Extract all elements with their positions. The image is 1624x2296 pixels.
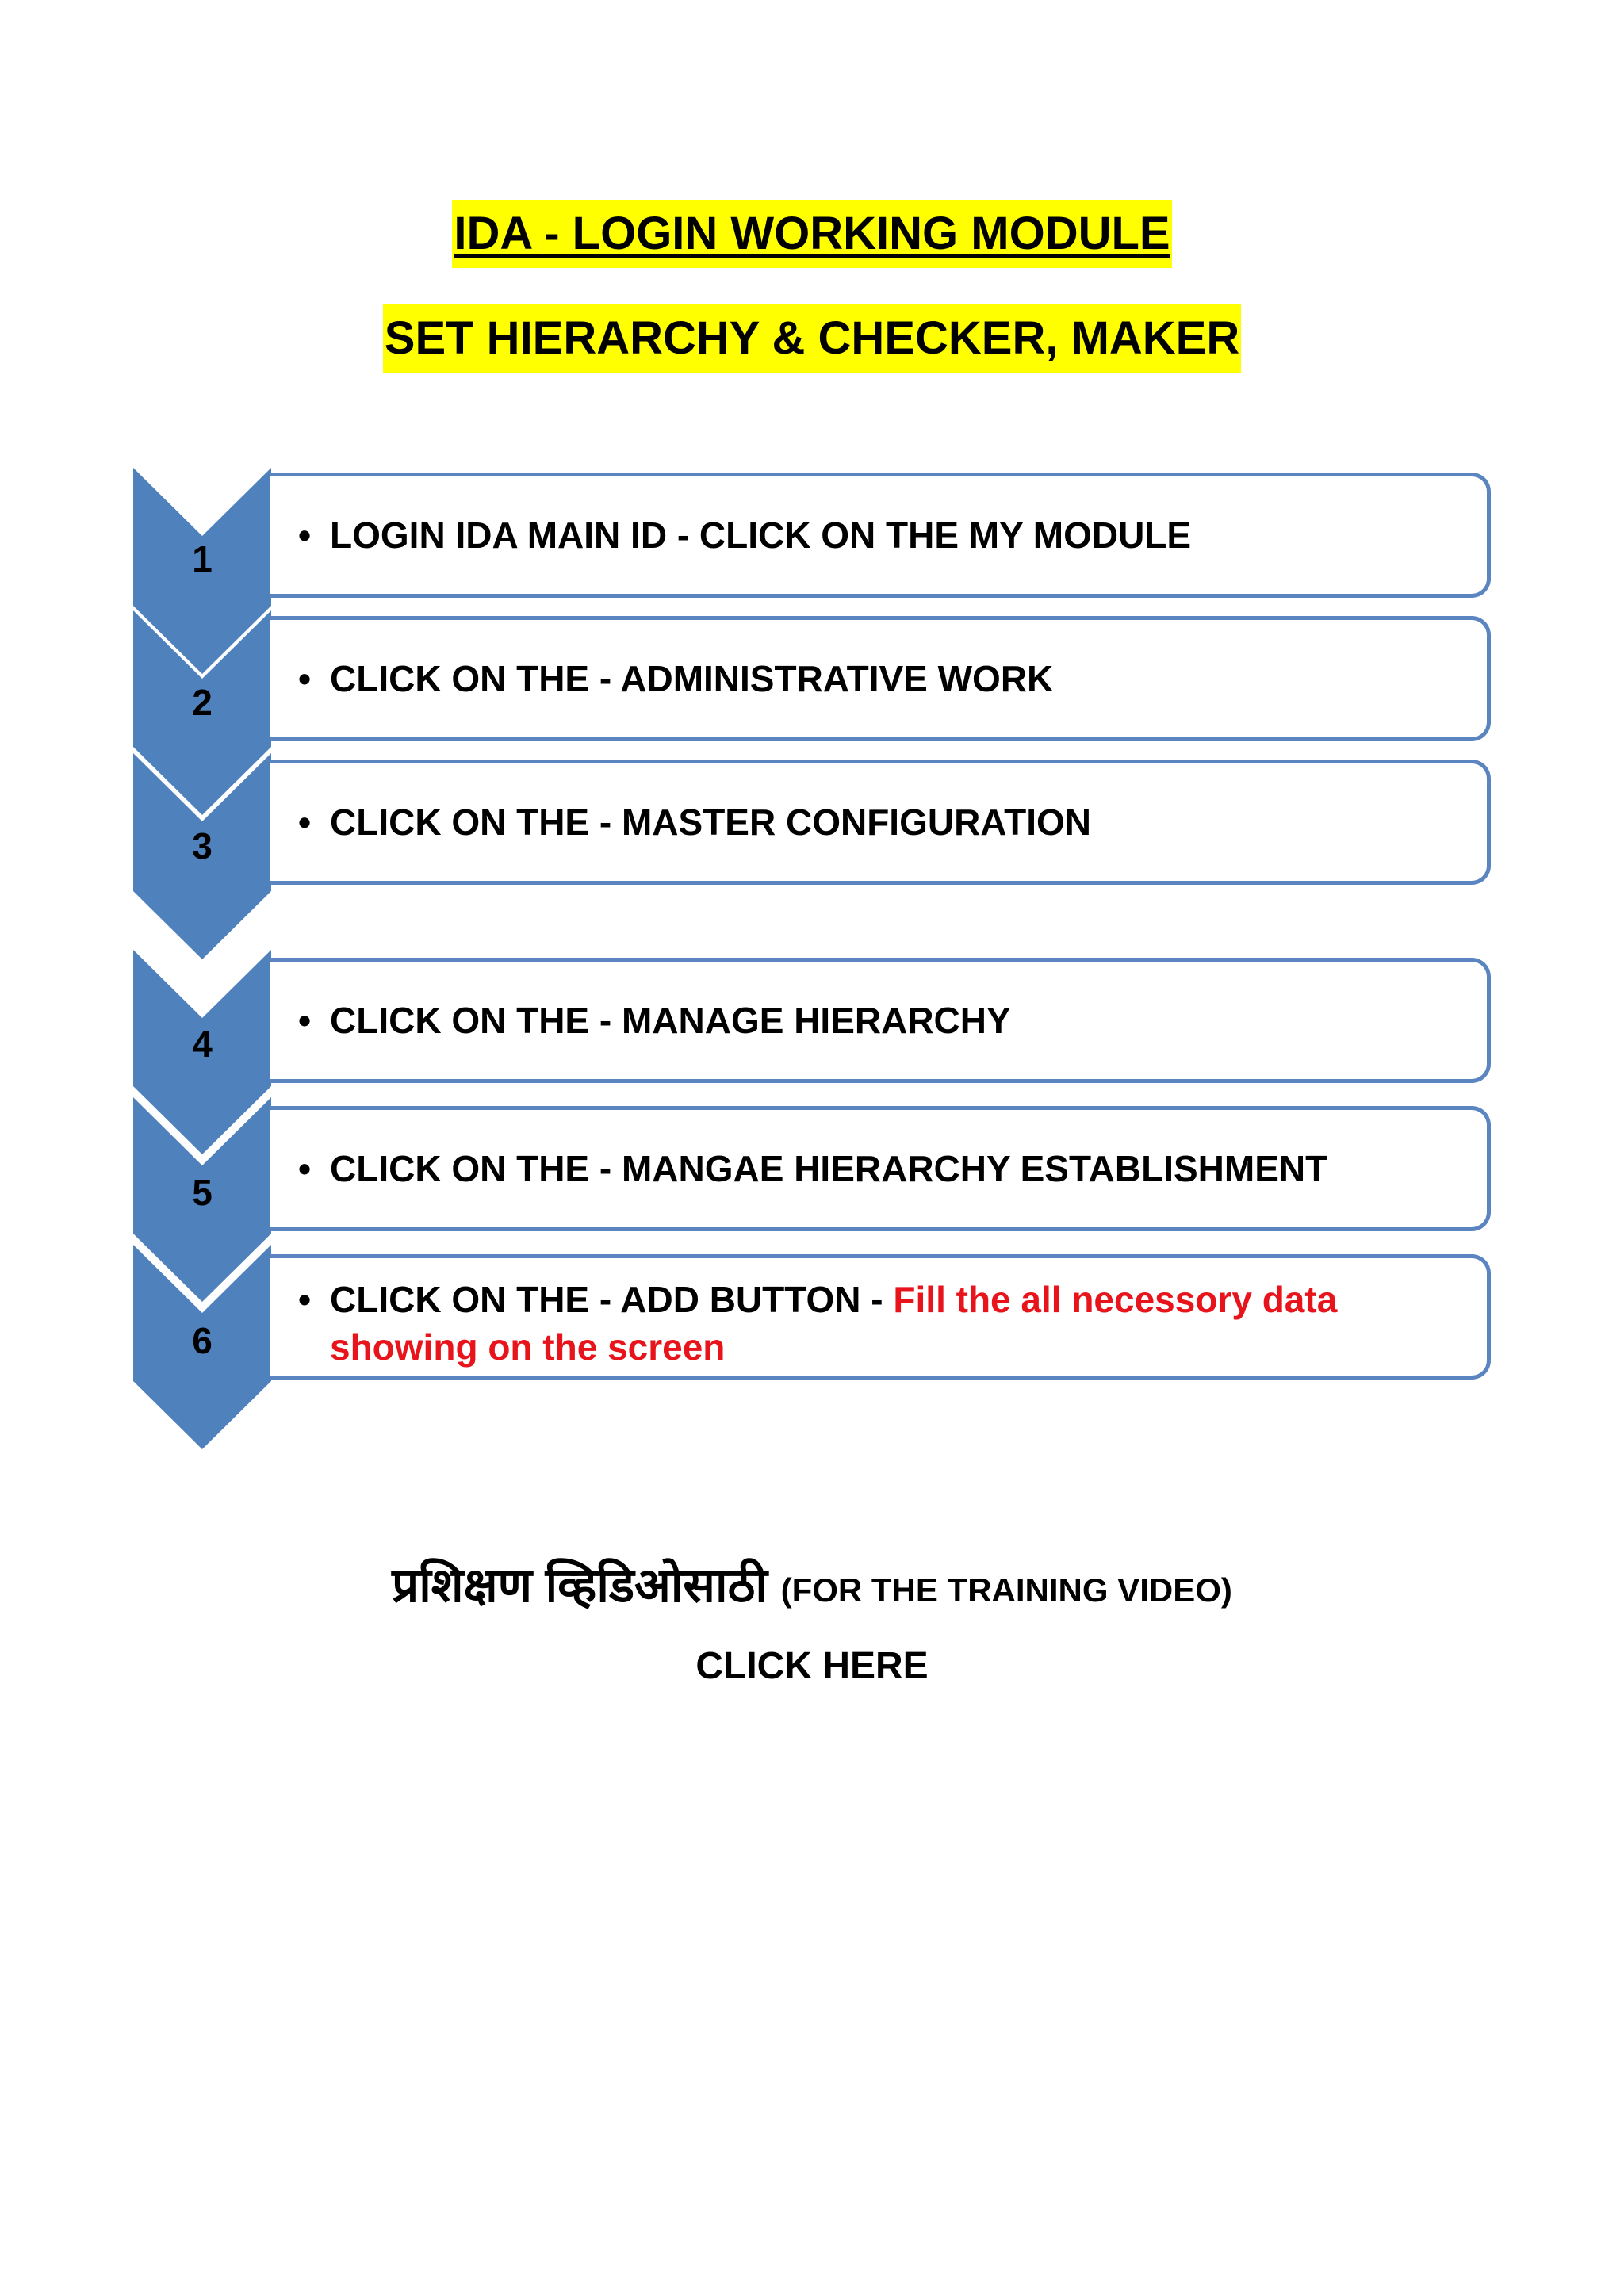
step-box-4: [270, 958, 1491, 1083]
step-chevron-3: [133, 753, 271, 959]
step-text: [298, 1145, 1463, 1192]
step-number: 6: [192, 1320, 213, 1361]
step-text: [298, 1276, 1463, 1371]
step-text: [298, 655, 1463, 702]
training-video-line: [0, 1554, 1624, 1622]
step-number: 4: [192, 1024, 213, 1065]
page-subtitle: [0, 304, 1624, 373]
bullet-icon: •: [298, 658, 312, 699]
step-box-2: [270, 616, 1491, 741]
step-box-5: [270, 1106, 1491, 1231]
step-instruction: CLICK ON THE - MASTER CONFIGURATION: [330, 802, 1091, 843]
step-chevron-6: [133, 1245, 271, 1449]
click-here-link[interactable]: CLICK HERE: [695, 1645, 929, 1687]
training-video-label: (FOR THE TRAINING VIDEO): [780, 1571, 1232, 1609]
step-instruction: CLICK ON THE - ADMINISTRATIVE WORK: [330, 658, 1054, 699]
step-instruction: LOGIN IDA MAIN ID - CLICK ON THE MY MODULE: [330, 515, 1192, 556]
step-box-1: [270, 473, 1491, 598]
step-box-3: [270, 760, 1491, 885]
bullet-icon: •: [298, 802, 312, 843]
step-number: 3: [192, 825, 213, 867]
title-line-2: SET HIERARCHY & CHECKER, MAKER: [383, 304, 1241, 373]
bullet-icon: •: [298, 1000, 312, 1041]
page-title: [0, 200, 1624, 268]
step-number: 1: [192, 538, 213, 580]
step-box-6: [270, 1254, 1491, 1380]
bullet-icon: •: [298, 515, 312, 556]
step-number: 2: [192, 682, 213, 723]
marathi-label: प्रशिक्षण व्हिडिओसाठी: [392, 1559, 768, 1612]
title-line-1: IDA - LOGIN WORKING MODULE: [452, 200, 1171, 268]
step-text: [298, 798, 1463, 846]
step-text: [298, 997, 1463, 1044]
bullet-icon: •: [298, 1279, 312, 1320]
step-number: 5: [192, 1172, 213, 1213]
step-text: [298, 511, 1463, 559]
bullet-icon: •: [298, 1148, 312, 1189]
step-note: Fill the all necessory data showing on the screen: [330, 1279, 1338, 1368]
step-instruction: CLICK ON THE - MANGAE HIERARCHY ESTABLISHMENT: [330, 1148, 1328, 1189]
step-instruction: CLICK ON THE - ADD BUTTON -: [330, 1279, 894, 1320]
step-instruction: CLICK ON THE - MANAGE HIERARCHY: [330, 1000, 1011, 1041]
